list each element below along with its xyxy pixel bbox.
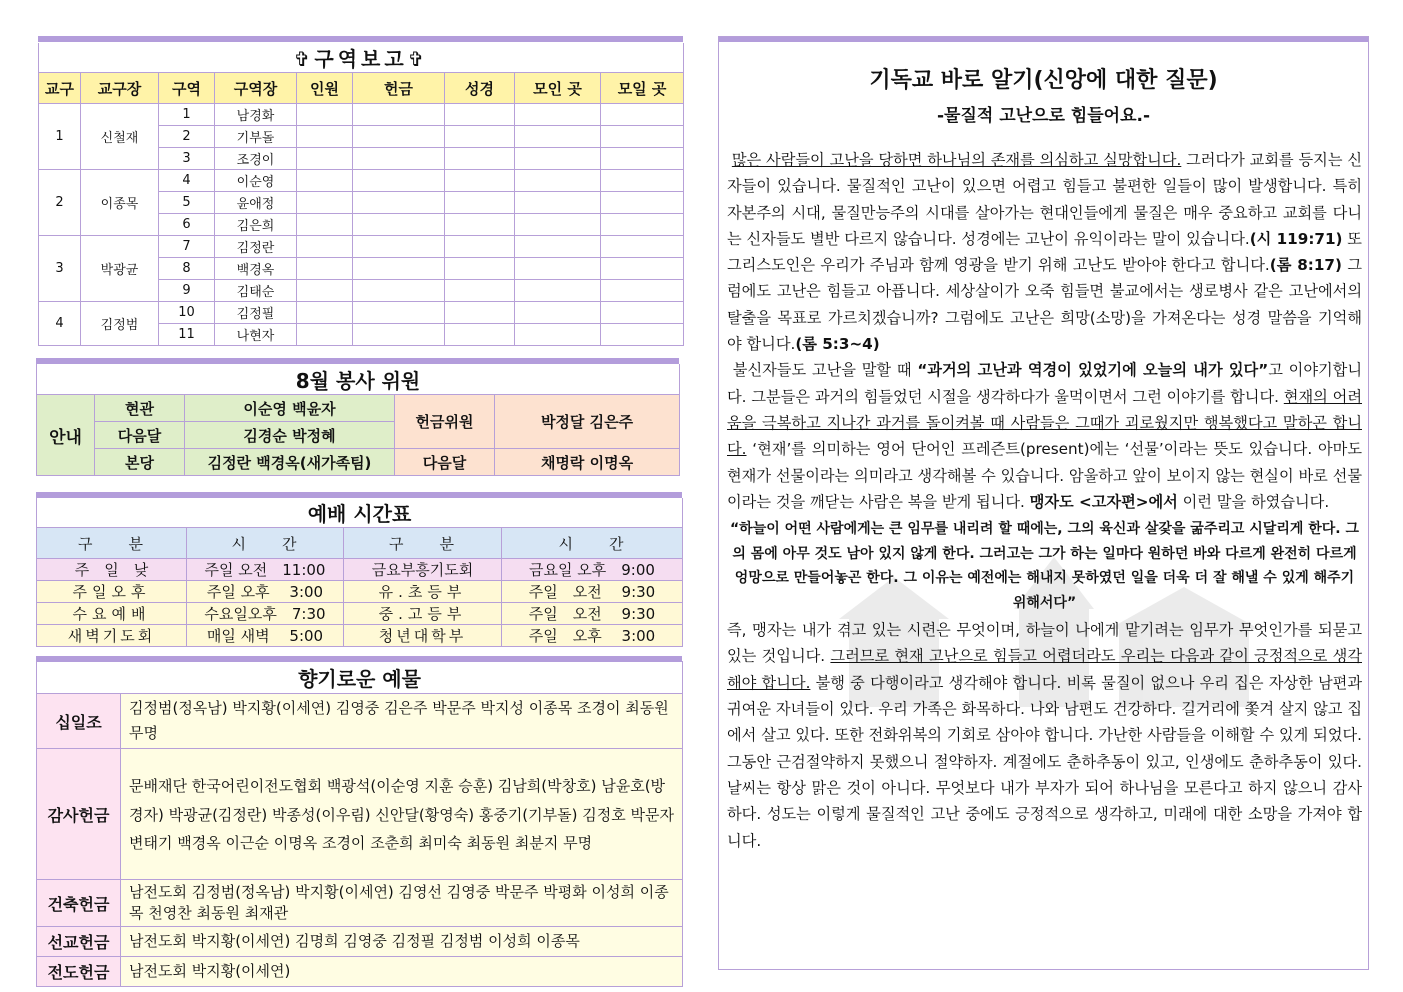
parish-leader: 이종목 <box>81 170 159 236</box>
article-body <box>727 147 1362 854</box>
offering-cell[interactable] <box>353 170 445 192</box>
bible-cell[interactable] <box>445 324 515 346</box>
bible-cell[interactable] <box>445 148 515 170</box>
offering-names: 김정범(정옥남) 박지황(이세연) 김영중 김은주 박문주 박지성 이종목 조경이 최동원 무명 <box>121 694 683 749</box>
service-title: 8월 봉사 위원 <box>37 364 680 395</box>
table-row <box>37 559 683 581</box>
district-number: 4 <box>159 170 215 192</box>
service-names: 김정란 백경옥(새가족팀) <box>185 449 395 476</box>
parish-number: 2 <box>39 170 81 236</box>
col-header: 교구장 <box>81 73 159 104</box>
col-header: 시 간 <box>187 528 344 559</box>
met-place-cell[interactable] <box>515 170 601 192</box>
service-place: 현관 <box>95 395 185 422</box>
district-number: 3 <box>159 148 215 170</box>
offering-committee-names: 박정달 김은주 <box>495 395 680 449</box>
parish-leader: 김정범 <box>81 302 159 346</box>
col-header: 구역 <box>159 73 215 104</box>
service-place: 본당 <box>95 449 185 476</box>
bible-cell[interactable] <box>445 192 515 214</box>
source-reference: 맹자도 <고자편>에서 <box>1029 492 1178 511</box>
col-header: 구 분 <box>344 528 502 559</box>
bible-cell[interactable] <box>445 126 515 148</box>
district-number: 10 <box>159 302 215 324</box>
district-number: 8 <box>159 258 215 280</box>
district-head: 윤애정 <box>215 192 297 214</box>
offering-names: 남전도회 김정범(정옥남) 박지황(이세연) 김영선 김영중 박문주 박평화 이성희 이종목 천영찬 최동원 최재관 <box>121 880 683 927</box>
col-header: 헌금 <box>353 73 445 104</box>
worship-schedule-table <box>36 498 683 647</box>
worship-header-row <box>37 528 683 559</box>
district-number: 1 <box>159 104 215 126</box>
worship-time: 주일 오전 9:30 <box>502 603 683 625</box>
meet-place-cell[interactable] <box>601 192 684 214</box>
col-header: 구 분 <box>37 528 187 559</box>
met-place-cell[interactable] <box>515 324 601 346</box>
attendance-cell[interactable] <box>297 126 353 148</box>
col-header: 구역장 <box>215 73 297 104</box>
parish-number: 4 <box>39 302 81 346</box>
offering-category: 감사헌금 <box>37 749 121 880</box>
article-paragraph-1 <box>727 147 1362 357</box>
met-place-cell[interactable] <box>515 214 601 236</box>
offering-names: 문배재단 한국어린이전도협회 백광석(이순영 지훈 승훈) 김남희(박창호) 남윤호(방경자) 박광균(김정란) 박종성(이우림) 신안달(황영숙) 홍중기(기부돌) 김정호 박문자 변태기 백경옥 이근순 이명옥 조경이 조춘희 최미숙 최동원 최분지 무명 <box>121 749 683 880</box>
worship-time: 주일 오전 9:30 <box>502 581 683 603</box>
underlined-text: 그러므로 현재 고난으로 힘들고 어렵더라도 우리는 다음과 같이 긍정적으로 생각해야 합니다. <box>727 647 1362 692</box>
met-place-cell[interactable] <box>515 258 601 280</box>
worship-name: 수요예배 <box>37 603 187 625</box>
district-head: 나현자 <box>215 324 297 346</box>
service-names: 이순영 백윤자 <box>185 395 395 422</box>
offering-names: 남전도회 박지황(이세연) <box>121 957 683 987</box>
col-header: 시 간 <box>502 528 683 559</box>
table-row <box>37 581 683 603</box>
text: 고 이야기합니다. 그분들은 과거의 힘들었던 시절을 생각하다가 울먹이면서 그런 이야기를 합니다. <box>727 361 1362 406</box>
guide-label: 안내 <box>37 395 95 476</box>
worship-title: 예배 시간표 <box>37 498 683 528</box>
offering-cell[interactable] <box>353 148 445 170</box>
article-paragraph-2 <box>727 357 1362 515</box>
district-report-table <box>38 43 684 346</box>
parish-leader: 신철재 <box>81 104 159 170</box>
worship-name: 주일오후 <box>37 581 187 603</box>
bible-cell[interactable] <box>445 104 515 126</box>
table-row <box>37 694 683 749</box>
district-head: 김은희 <box>215 214 297 236</box>
underlined-text: 많은 사람들이 고난을 당하면 하나님의 존재를 의심하고 실망합니다. <box>731 151 1182 169</box>
district-head: 남경화 <box>215 104 297 126</box>
district-number: 9 <box>159 280 215 302</box>
text: 불행 중 다행이라고 생각해야 합니다. 비록 물질이 없으나 우리 집은 자상한 남편과 귀여운 자녀들이 있다. 우리 가족은 화목하다. 나와 남편도 건강하다. 길거리에 쫓겨 살지 않고 집에서 살고 있다. 또한 전화위복의 기회로 삼아야 합니다. 가난한 사람들을 이해할 수 있게 되었다. 그동안 근검절약하지 못했으니 절약하자. 계절에도 춘하추동이 있고, 인생에도 춘하추동이 있다. 날씨는 항상 맑은 것이 아니다. 무엇보다 내가 부자가 되어 하나님을 모른다고 하지 않으니 감사하다. 성도는 이렇게 물질적인 고난 중에도 긍정적으로 생각하고, 미래에 대한 소망을 가져야 합니다. <box>727 673 1362 850</box>
next-month-names: 채명락 이명옥 <box>495 449 680 476</box>
worship-name: 새벽기도회 <box>37 625 187 647</box>
district-head: 김정란 <box>215 236 297 258</box>
text: 불신자들도 고난을 말할 때 <box>732 361 918 380</box>
service-committee-table <box>36 364 680 476</box>
attendance-cell[interactable] <box>297 104 353 126</box>
meet-place-cell[interactable] <box>601 104 684 126</box>
table-row <box>37 603 683 625</box>
article-title: 기독교 바로 알기(신앙에 대한 질문) <box>869 68 1218 93</box>
table-row <box>39 104 684 126</box>
meet-place-cell[interactable] <box>601 148 684 170</box>
district-header-row <box>39 73 684 104</box>
table-row <box>39 170 684 192</box>
bible-reference: (롬 8:17) <box>1269 256 1342 275</box>
table-row <box>37 927 683 957</box>
bible-cell[interactable] <box>445 258 515 280</box>
meet-place-cell[interactable] <box>601 302 684 324</box>
col-header: 모인 곳 <box>515 73 601 104</box>
offering-cell[interactable] <box>353 258 445 280</box>
district-number: 5 <box>159 192 215 214</box>
table-row <box>39 302 684 324</box>
meet-place-cell[interactable] <box>601 214 684 236</box>
worship-name: 주 일 낮 <box>37 559 187 581</box>
text: 그럼에도 고난은 힘들고 아픕니다. 세상살이가 오죽 힘들면 불교에서는 생로병사 같은 고난에서의 탈출을 목표로 가르치겠습니까? 그럼에도 고난은 희망(소망)을 가져온다는 성경 말씀을 기억해야 합니다. <box>727 256 1362 354</box>
parish-leader: 박광균 <box>81 236 159 302</box>
met-place-cell[interactable] <box>515 104 601 126</box>
offering-cell[interactable] <box>353 302 445 324</box>
offering-names: 남전도회 박지황(이세연) 김명희 김영중 김정필 김정범 이성희 이종목 <box>121 927 683 957</box>
bible-cell[interactable] <box>445 302 515 324</box>
col-header: 교구 <box>39 73 81 104</box>
worship-time: 주일 오후 3:00 <box>502 625 683 647</box>
meet-place-cell[interactable] <box>601 258 684 280</box>
district-head: 김정필 <box>215 302 297 324</box>
worship-name: 금요부흥기도회 <box>344 559 502 581</box>
col-header: 인원 <box>297 73 353 104</box>
district-number: 2 <box>159 126 215 148</box>
offering-cell[interactable] <box>353 104 445 126</box>
offering-cell[interactable] <box>353 236 445 258</box>
parish-number: 1 <box>39 104 81 170</box>
bible-cell[interactable] <box>445 236 515 258</box>
offering-category: 십일조 <box>37 694 121 749</box>
text: 또 그리스도인은 우리가 주님과 함께 영광을 받기 위해 고난도 받아야 한다고 합니다. <box>727 229 1362 275</box>
attendance-cell[interactable] <box>297 280 353 302</box>
district-number: 7 <box>159 236 215 258</box>
district-title: ✞구역보고✞ <box>39 43 684 73</box>
next-month-label: 다음달 <box>395 449 495 476</box>
offering-committee-label: 헌금위원 <box>395 395 495 449</box>
offering-cell[interactable] <box>353 214 445 236</box>
meet-place-cell[interactable] <box>601 236 684 258</box>
table-row <box>37 957 683 987</box>
offering-cell[interactable] <box>353 192 445 214</box>
parish-number: 3 <box>39 236 81 302</box>
offering-category: 건축헌금 <box>37 880 121 927</box>
article-subtitle: -물질적 고난으로 힘들어요.- <box>936 106 1151 126</box>
worship-time: 금요일 오후 9:00 <box>502 559 683 581</box>
district-head: 조경이 <box>215 148 297 170</box>
attendance-cell[interactable] <box>297 170 353 192</box>
district-number: 6 <box>159 214 215 236</box>
worship-time: 주일 오전 11:00 <box>187 559 344 581</box>
attendance-cell[interactable] <box>297 214 353 236</box>
bible-cell[interactable] <box>445 280 515 302</box>
text: 그러다가 교회를 등지는 신자들이 있습니다. 물질적인 고난이 있으면 어렵고 힘들고 불편한 일들이 많이 발생합니다. 특히 자본주의 시대, 물질만능주의 시대를 살아가는 현대인들에게 물질은 매우 중요하고 교회를 다니는 신자들도 별반 다르지 않습니다. 성경에는 고난이 유익이라는 말이 있습니다. <box>727 151 1363 248</box>
met-place-cell[interactable] <box>515 192 601 214</box>
district-number: 11 <box>159 324 215 346</box>
offering-table <box>36 661 683 987</box>
text: 즉, 맹자는 내가 겪고 있는 시련은 무엇이며, 하늘이 나에게 맡기려는 임무가 무엇인가를 되묻고 있는 것입니다. <box>727 621 1362 666</box>
quoted-saying: “과거의 고난과 역경이 있었기에 오늘의 내가 있다” <box>917 361 1269 380</box>
worship-time: 수요일오후 7:30 <box>187 603 344 625</box>
worship-name: 중.고등부 <box>344 603 502 625</box>
bible-reference: (시 119:71) <box>1249 229 1343 248</box>
attendance-cell[interactable] <box>297 192 353 214</box>
col-header: 성경 <box>445 73 515 104</box>
attendance-cell[interactable] <box>297 302 353 324</box>
meet-place-cell[interactable] <box>601 324 684 346</box>
underlined-text: 현재의 어려움을 극복하고 지나간 과거를 돌이켜볼 때 사람들은 그때가 괴로웠지만 행복했다고 말하곤 합니다. <box>727 387 1362 459</box>
offering-category: 선교헌금 <box>37 927 121 957</box>
worship-name: 청년대학부 <box>344 625 502 647</box>
worship-name: 유.초등부 <box>344 581 502 603</box>
meet-place-cell[interactable] <box>601 170 684 192</box>
district-head: 김태순 <box>215 280 297 302</box>
bible-cell[interactable] <box>445 214 515 236</box>
met-place-cell[interactable] <box>515 126 601 148</box>
text: ‘현재’를 의미하는 영어 단어인 프레즌트(present)에는 ‘선물’이라는 뜻도 있습니다. 아마도 현재가 선물이라는 의미라고 생각해볼 수 있습니다. 암울하고 앞이 보이지 않는 현실이 바로 선물이라는 것을 깨닫는 사람은 복을 받게 됩니다. <box>727 440 1362 511</box>
meet-place-cell[interactable] <box>601 126 684 148</box>
met-place-cell[interactable] <box>515 302 601 324</box>
worship-time: 주일 오후 3:00 <box>187 581 344 603</box>
district-head: 백경옥 <box>215 258 297 280</box>
meet-place-cell[interactable] <box>601 280 684 302</box>
met-place-cell[interactable] <box>515 280 601 302</box>
bible-cell[interactable] <box>445 170 515 192</box>
service-names: 김경순 박정혜 <box>185 422 395 449</box>
district-head: 기부돌 <box>215 126 297 148</box>
mencius-quote: “하늘이 어떤 사람에게는 큰 임무를 내리려 할 때에는, 그의 육신과 살갗을 굶주리고 시달리게 한다. 그의 몸에 아무 것도 남아 있지 않게 한다. 그러고는 그가 하는 일마다 원하던 바와 다르게 완전히 다르게 엉망으로 만들어놓곤 한다. 그 이유는 예전에는 해내지 못하였던 일을 더욱 더 잘 해낼 수 있게 해주기 위해서다” <box>729 521 1360 611</box>
met-place-cell[interactable] <box>515 148 601 170</box>
worship-time: 매일 새벽 5:00 <box>187 625 344 647</box>
district-top-bar <box>38 36 683 42</box>
offering-cell[interactable] <box>353 280 445 302</box>
col-header: 모일 곳 <box>601 73 684 104</box>
offering-category: 전도헌금 <box>37 957 121 987</box>
offering-cell[interactable] <box>353 324 445 346</box>
attendance-cell[interactable] <box>297 324 353 346</box>
attendance-cell[interactable] <box>297 236 353 258</box>
met-place-cell[interactable] <box>515 236 601 258</box>
table-row <box>37 749 683 880</box>
offering-title: 향기로운 예물 <box>37 661 683 694</box>
table-row <box>37 880 683 927</box>
offering-cell[interactable] <box>353 126 445 148</box>
text: 이런 말을 하였습니다. <box>1177 492 1330 511</box>
bible-reference: (롬 5:3~4) <box>795 335 880 354</box>
attendance-cell[interactable] <box>297 258 353 280</box>
service-place: 다음달 <box>95 422 185 449</box>
article-paragraph-3 <box>727 617 1362 854</box>
district-head: 이순영 <box>215 170 297 192</box>
attendance-cell[interactable] <box>297 148 353 170</box>
article-box <box>718 36 1369 970</box>
table-row <box>39 236 684 258</box>
table-row <box>37 625 683 647</box>
